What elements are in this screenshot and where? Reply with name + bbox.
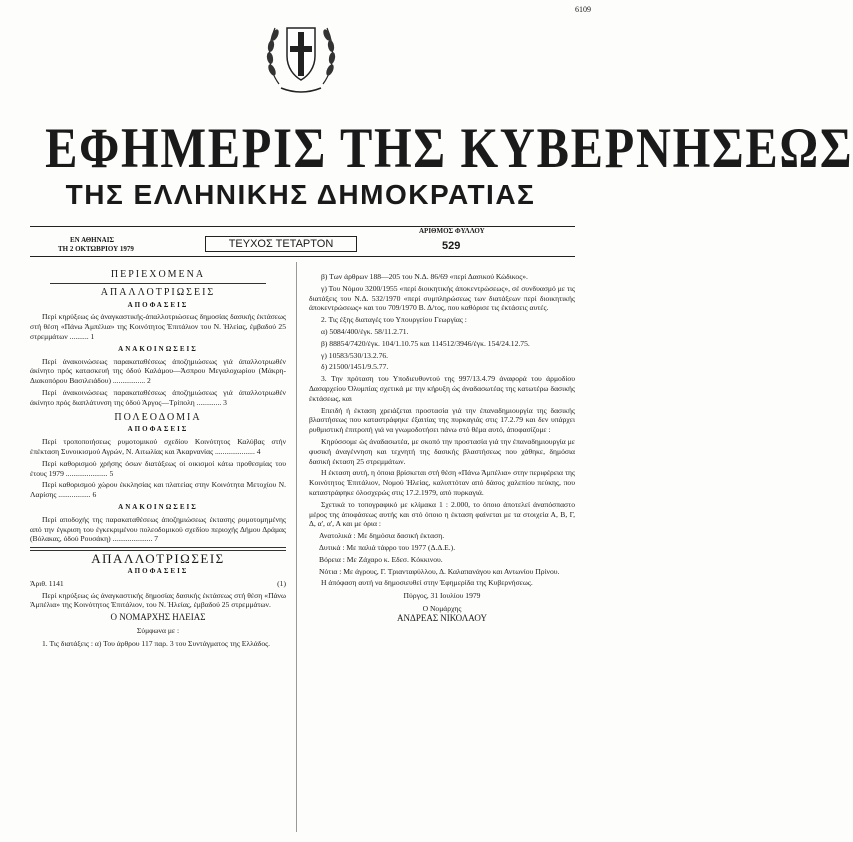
- right-para-1: β) Των άρθρων 188—205 του Ν.Δ. 86/69 «περί Δασικού Κώδικος».: [321, 272, 528, 281]
- subheading-decisions-2: ΑΠΟΦΑΣΕΙΣ: [127, 425, 189, 434]
- sheet-number: 529: [442, 240, 461, 252]
- contents-item-4: Περί τροποποιήσεως ρυμοτομικού σχεδίου Κοινότητος Καλύβας στήν έπέκταση Συνοικισμού Αγρών, Ν. Αιτωλίας και Άκαρνανίας ..................... 4: [30, 437, 286, 456]
- contents-item-5: Περί καθορισμού χρήσης όσων διατάξεως οί οικισμοί κάτω προθεσμίας του έτους 1979 ...................... 5: [30, 458, 286, 478]
- contents-item-7: Περί αποδοχής της παρακαταθέσεως άποζημιώσεως έκτασης ρυμοτομημένης από την έγκριση του έγκεκριμένου πολεοδομικού σχεδίου περιοχής Δήμου Δράμας (Βόλακας, όδού Ρουσάκη) ..................... 7: [30, 514, 286, 544]
- right-para-2: γ) Του Νόμου 3200/1955 «περί διοικητικής άποκεντρώσεως», σέ συνδυασμό με τις διατάξεις του Ν.Δ. 532/1970 «περί συμπληρώσεως των διατάξεων περί διοικητικής άποκεντρώσεως» και του 709/1970 Β. Δ/τος, που καθόρισε τις έκτάσεις αυτές.: [309, 283, 575, 313]
- right-para-6: γ) 10583/530/13.2.76.: [321, 350, 389, 360]
- masthead-subtitle: ΤΗΣ ΕΛΛΗΝΙΚΗΣ ΔΗΜΟΚΡΑΤΙΑΣ: [65, 179, 536, 210]
- subheading-announcements-2: ΑΝΑΚΟΙΝΩΣΕΙΣ: [118, 502, 198, 511]
- sheet-number-label: ΑΡΙΘΜΟΣ ΦΥΛΛΟΥ: [419, 227, 485, 235]
- contents-title: ΠΕΡΙΕΧΟΜΕΝΑ: [110, 269, 206, 280]
- authority: Ο ΝΟΜΑΡΧΗΣ ΗΛΕΙΑΣ: [110, 612, 206, 623]
- right-para-13: Η άπόφαση αυτή να δημοσιευθεί στην Έφημερίδα της Κυβερνήσεως.: [321, 578, 533, 588]
- contents-rule: [50, 283, 266, 284]
- right-para-5: β) 88854/7420/έγκ. 104/1.10.75 και 114512/3946/έγκ. 154/24.12.75.: [321, 338, 530, 348]
- contents-item-6: Περί καθορισμού χώρου έκκλησίας και πλατείας στην Κοινότητα Μετοχίου Ν. Λαρίσης ................. 6: [30, 480, 286, 500]
- right-column: [309, 272, 575, 624]
- boundary-south: Νότια : Με άγρους, Γ. Τριανταφύλλου, Δ. Καλαπανάγου και Αντωνίου Πρίνου.: [319, 566, 560, 576]
- subheading-announcements: ΑΝΑΚΟΙΝΩΣΕΙΣ: [118, 344, 198, 353]
- boundary-west: Δυτικά : Με παλιά τάφρο του 1977 (Δ.Δ.Ε.).: [319, 542, 456, 552]
- place-date: Πύργος, 31 Ιουλίου 1979: [403, 591, 481, 601]
- subheading-decisions: ΑΠΟΦΑΣΕΙΣ: [127, 300, 189, 309]
- issue-part-box: ΤΕΥΧΟΣ ΤΕΤΑΡΤΟΝ: [205, 236, 357, 252]
- signature-title: Ο Νομάρχης: [422, 603, 462, 613]
- section-heading-expropriations: ΑΠΑΛΛΟΤΡΙΩΣΕΙΣ: [100, 286, 216, 298]
- column-divider: [296, 262, 297, 832]
- right-para-4: α) 5084/400/έγκ. 58/11.2.71.: [321, 326, 409, 336]
- boundary-north: Βόρεια : Με Ζάχαρο κ. Εδεσ. Κόκκινου.: [319, 554, 443, 564]
- having-regard: Σύμφωνα με :: [136, 625, 180, 635]
- right-para-3: 2. Τις έξης διαταγές του Υπουργείου Γεωργίας :: [321, 315, 467, 325]
- page-number: 6109: [575, 5, 591, 14]
- subheading-decisions-3: ΑΠΟΦΑΣΕΙΣ: [127, 566, 189, 575]
- right-para-8: 3. Την πρόταση του Υποδιευθυντού της 997/13.4.79 άναφορά του άρμοδίου Δασαρχείου Όλυμπίας σχετικά με την κήρυξη ώς άναδασωτέας της κατωτέρω δασικής έκτάσεως, και: [309, 374, 575, 403]
- issue-place: ΕΝ ΑΘΗΝΑΙΣ: [70, 236, 115, 244]
- left-column: [30, 258, 286, 651]
- section-heading-town-planning: ΠΟΛΕΟΔΟΜΙΑ: [114, 411, 202, 423]
- masthead-title: ΕΦΗΜΕΡΙΣ ΤΗΣ ΚΥΒΕΡΝΗΣΕΩΣ: [45, 117, 853, 180]
- header-bottom-rule: [30, 256, 575, 257]
- right-para-9: Επειδή ή έκταση χρειάζεται προστασία γιά την έπαναδημιουργία της δασικής βλαστήσεως που καταστράφηκε έξαιτίας της πυρκαγιάς στις 17.2.79 και δεν υπάρχει ρυθμιστική έπιτροπή γιά να γνωμοδοτήσει πάνω στό θέμα αυτό, άποφασίζομε :: [309, 405, 575, 435]
- contents-item-3: Περί άνακοινώσεως παρακαταθέσεως άποζημιώσεως γιά άπαλλοτριωθέν άκίνητο πρός διαπλάτυνση της όδού Άργος—Τρίπολη ............. 3: [30, 387, 286, 407]
- boundary-east: Ανατολικά : Με δημόσια δασική έκταση.: [319, 531, 445, 541]
- decision-number-row: [30, 579, 286, 589]
- section-heading-expropriations-main: ΑΠΑΛΛΟΤΡΙΩΣΕΙΣ: [91, 551, 225, 567]
- header-top-rule: [30, 226, 575, 227]
- decision-title: Περί κηρύξεως ώς άναγκαστικής δημοσίας δασικής έκτάσεως στή θέση «Πάνω Άμπέλια» της Κοινότητος Έπιτάλιον, του Ν. Ήλείας, έμβαδού 25 στρεμμάτων.: [30, 590, 286, 610]
- right-para-11: Η έκταση αυτή, η όποια βρίσκεται στή θέση «Πάνω Άμπέλια» στην περιφέρεια της Κοινότητος Έπιτάλιον, Νομού Ήλείας, καλυπτόταν από δάσος χαλεπίου πεύκης, που καταστράφηκε όλοσχερώς στις 17.2.1979, από πυρκαγιά.: [309, 468, 575, 497]
- right-para-7: δ) 21500/1451/9.5.77.: [321, 362, 389, 372]
- contents-item-2: Περί άνακοινώσεως παρακαταθέσεως άποζημιώσεως γιά άπαλλοτριωθέν άκίνητο πρός κατασκευή της όδού Καλάμου—Άσπρου Μεγαλοχωρίου (Μάκρη-Διακοπόρου Βασιλειάδου) ................. 2: [30, 356, 286, 386]
- right-para-10: Κηρύσσομε ώς άναδασωτέα, με σκοπό την προστασία γιά την έπαναδημιουργία με φυσική άναγέννηση και τεχνητή της δασικής βλαστήσεως που χάθηκε, δημόσια δασική έκταση 25 στρεμμάτων.: [309, 436, 575, 466]
- decision-number: Άριθ. 1141: [30, 578, 64, 588]
- decision-mark: (1): [277, 578, 286, 588]
- contents-item-1: Περί κηρύξεως ώς άναγκαστικής-άπαλλοτριώσεως δημοσίας δασικής έκτάσεως στή θέση «Πάνω Άμπέλια» της Κοινότητος Έπιτάλιον του Ν. Ήλείας, έμβαδού 25 στρεμμάτων .......... 1: [30, 312, 286, 341]
- clause-1: 1. Τις διατάξεις : α) Του άρθρου 117 παρ. 3 του Συντάγματος της Ελλάδος.: [42, 638, 271, 648]
- greek-coat-of-arms-emblem: [261, 6, 341, 96]
- right-para-12: Σχετικά το τοπογραφικό με κλίμακα 1 : 2.000, το όποιο άποτελεί άναπόσπαστο μέρος της άποφάσεως αυτής και στό όποιο η έκταση φαίνεται με τα στοιχεία Α, Β, Γ, Δ, α', α', Α και με όρια :: [309, 499, 575, 529]
- signature-name: ΑΝΔΡΕΑΣ ΝΙΚΟΛΑΟΥ: [397, 612, 487, 623]
- issue-date: ΤΗ 2 ΟΚΤΩΒΡΙΟΥ 1979: [58, 245, 134, 253]
